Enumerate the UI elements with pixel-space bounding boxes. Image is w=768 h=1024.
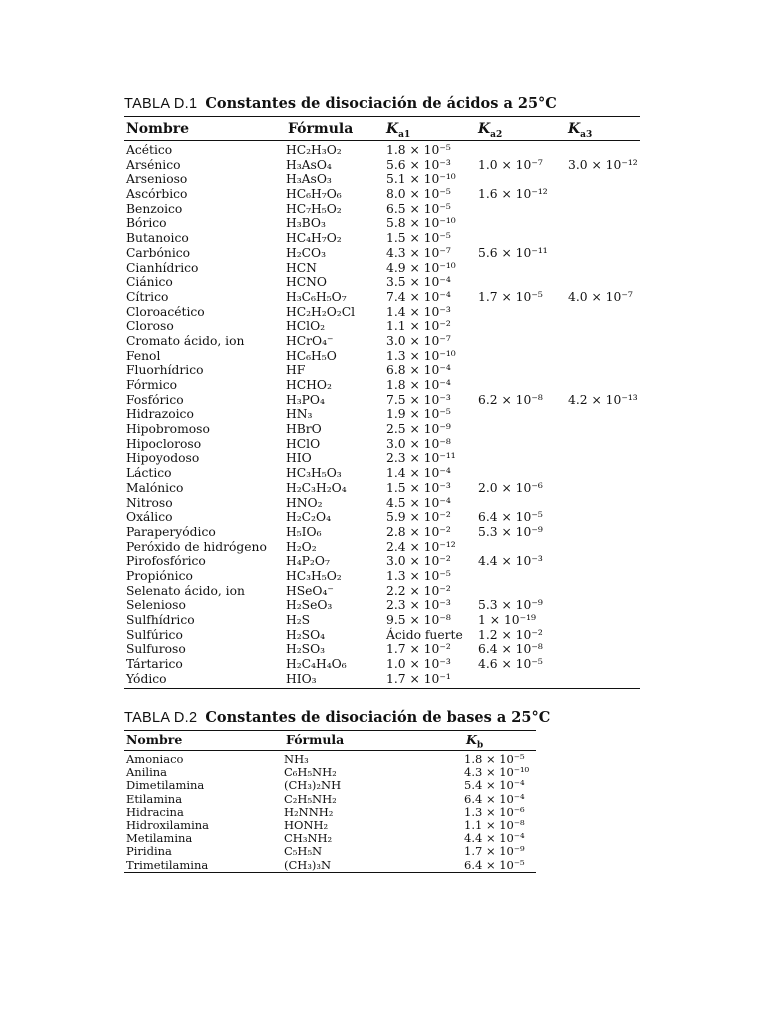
acid-cell-formula: H₂C₄H₄O₆ bbox=[286, 657, 347, 672]
acid-cell-formula: HN₃ bbox=[286, 407, 313, 422]
acid-cell-name: Sulfúrico bbox=[126, 627, 183, 642]
acid-cell-formula: H₂SO₃ bbox=[286, 642, 326, 657]
base-cell-kb: 1.1 × 10⁻⁸ bbox=[464, 817, 525, 832]
acid-cell-ka1: 2.5 × 10⁻⁹ bbox=[386, 422, 451, 437]
acid-cell-formula: HClO bbox=[286, 436, 321, 451]
acid-cell-ka1: 1.4 × 10⁻³ bbox=[386, 304, 451, 319]
base-table-title: Constantes de disociación de bases a 25°C bbox=[205, 709, 551, 726]
acid-row bbox=[124, 657, 640, 672]
base-row bbox=[124, 845, 536, 858]
acid-cell-ka1: 1.1 × 10⁻² bbox=[386, 319, 451, 334]
acid-cell-ka2: 5.3 × 10⁻⁹ bbox=[478, 524, 543, 539]
acid-cell-name: Malónico bbox=[126, 480, 184, 495]
acid-cell-ka3: 4.2 × 10⁻¹³ bbox=[568, 392, 638, 407]
acid-table-header-rule bbox=[124, 140, 640, 141]
acid-row bbox=[124, 496, 640, 511]
acid-cell-name: Fluorhídrico bbox=[126, 363, 204, 378]
acid-cell-formula: H₂SO₄ bbox=[286, 627, 326, 642]
base-table-top-rule bbox=[124, 730, 536, 731]
acid-cell-formula: H₃AsO₄ bbox=[286, 157, 332, 172]
acid-cell-formula: HSeO₄⁻ bbox=[286, 583, 334, 598]
acid-cell-ka1: 1.7 × 10⁻¹ bbox=[386, 671, 451, 686]
acid-cell-name: Carbónico bbox=[126, 245, 191, 260]
acid-cell-ka2: 1.7 × 10⁻⁵ bbox=[478, 289, 543, 304]
base-cell-kb: 6.4 × 10⁻⁴ bbox=[464, 791, 525, 806]
acid-cell-ka2: 4.4 × 10⁻³ bbox=[478, 554, 543, 569]
acid-row bbox=[124, 540, 640, 555]
acid-cell-formula: HCrO₄⁻ bbox=[286, 333, 334, 348]
base-table bbox=[124, 708, 551, 872]
base-cell-name: Amoniaco bbox=[126, 752, 184, 766]
acid-row bbox=[124, 613, 640, 628]
acid-cell-formula: H₅IO₆ bbox=[286, 524, 322, 539]
base-cell-formula: C₅H₅N bbox=[284, 844, 323, 859]
base-header-name: Nombre bbox=[126, 732, 183, 747]
acid-cell-name: Hipocloroso bbox=[126, 436, 202, 451]
acid-cell-formula: HC₃H₅O₃ bbox=[286, 466, 342, 481]
base-cell-name: Hidracina bbox=[126, 804, 184, 819]
acid-cell-ka2: 4.6 × 10⁻⁵ bbox=[478, 657, 543, 672]
acid-cell-ka1: 5.6 × 10⁻³ bbox=[386, 157, 451, 172]
acid-cell-name: Ascórbico bbox=[126, 187, 188, 202]
acid-cell-ka1: 1.5 × 10⁻³ bbox=[386, 480, 451, 495]
base-cell-name: Metilamina bbox=[126, 831, 193, 846]
base-cell-formula: (CH₃)₃N bbox=[284, 857, 332, 872]
acid-row bbox=[124, 672, 640, 687]
acid-table-header bbox=[124, 120, 640, 138]
acid-cell-ka1: 5.8 × 10⁻¹⁰ bbox=[386, 216, 456, 231]
acid-cell-formula: H₃C₆H₅O₇ bbox=[286, 289, 347, 304]
acid-header-ka1: $K_{a1}$ bbox=[386, 121, 411, 140]
acid-cell-ka1: 1.3 × 10⁻⁵ bbox=[386, 568, 451, 583]
acid-cell-ka1: 1.8 × 10⁻⁴ bbox=[386, 378, 451, 392]
acid-cell-ka1: 1.9 × 10⁻⁵ bbox=[386, 407, 451, 422]
acid-cell-formula: HIO₃ bbox=[286, 671, 317, 686]
acid-table-caption bbox=[124, 94, 640, 114]
base-cell-name: Dimetilamina bbox=[126, 778, 205, 793]
acid-row bbox=[124, 363, 640, 378]
acid-cell-ka1: 6.5 × 10⁻⁵ bbox=[386, 201, 451, 216]
acid-cell-name: Acético bbox=[126, 143, 173, 157]
acid-cell-name: Nitroso bbox=[126, 495, 173, 510]
acid-row bbox=[124, 598, 640, 613]
acid-cell-ka1: 3.0 × 10⁻² bbox=[386, 554, 451, 569]
acid-cell-name: Hidrazoico bbox=[126, 407, 194, 422]
acid-cell-formula: H₂O₂ bbox=[286, 539, 317, 554]
acid-row bbox=[124, 172, 640, 187]
acid-row bbox=[124, 334, 640, 349]
acid-header-ka2: $K_{a2}$ bbox=[478, 121, 503, 140]
acid-row bbox=[124, 378, 640, 393]
acid-cell-name: Cloroacético bbox=[126, 304, 205, 319]
acid-row bbox=[124, 349, 640, 364]
acid-table-top-rule bbox=[124, 116, 640, 117]
acid-table bbox=[124, 94, 640, 686]
acid-cell-name: Arsénico bbox=[126, 157, 181, 172]
acid-cell-ka2: 2.0 × 10⁻⁶ bbox=[478, 480, 543, 495]
base-table-label: TABLA D.2 bbox=[124, 710, 198, 726]
acid-row bbox=[124, 143, 640, 158]
acid-cell-ka1: 5.1 × 10⁻¹⁰ bbox=[386, 172, 456, 187]
acid-row bbox=[124, 569, 640, 584]
base-cell-kb: 4.4 × 10⁻⁴ bbox=[464, 831, 525, 846]
acid-header-ka3: $K_{a3}$ bbox=[568, 121, 593, 140]
acid-row bbox=[124, 158, 640, 173]
acid-cell-formula: H₄P₂O₇ bbox=[286, 554, 330, 569]
acid-table-bottom-rule bbox=[124, 688, 640, 689]
acid-cell-ka1: 4.3 × 10⁻⁷ bbox=[386, 245, 451, 260]
acid-cell-name: Tártarico bbox=[126, 657, 183, 672]
acid-cell-ka1: Ácido fuerte bbox=[386, 627, 463, 642]
base-table-header-rule bbox=[124, 750, 536, 751]
acid-row bbox=[124, 451, 640, 466]
acid-cell-formula: HC₂H₃O₂ bbox=[286, 143, 342, 157]
acid-row bbox=[124, 422, 640, 437]
acid-cell-name: Láctico bbox=[126, 466, 172, 481]
acid-cell-ka1: 5.9 × 10⁻² bbox=[386, 510, 451, 525]
acid-cell-ka2: 6.4 × 10⁻⁵ bbox=[478, 510, 543, 525]
acid-row bbox=[124, 554, 640, 569]
acid-cell-name: Cloroso bbox=[126, 319, 174, 334]
acid-cell-formula: H₂SeO₃ bbox=[286, 598, 333, 613]
acid-cell-formula: H₃PO₄ bbox=[286, 392, 325, 407]
acid-cell-ka1: 1.8 × 10⁻⁵ bbox=[386, 143, 451, 157]
acid-cell-ka2: 5.6 × 10⁻¹¹ bbox=[478, 245, 548, 260]
acid-cell-name: Arsenioso bbox=[126, 172, 188, 187]
acid-row bbox=[124, 187, 640, 202]
acid-cell-name: Yódico bbox=[126, 671, 167, 686]
acid-cell-formula: HClO₂ bbox=[286, 319, 326, 334]
acid-cell-ka2: 1.0 × 10⁻⁷ bbox=[478, 157, 543, 172]
acid-cell-ka1: 2.3 × 10⁻³ bbox=[386, 598, 451, 613]
acid-cell-formula: HC₂H₂O₂Cl bbox=[286, 304, 356, 319]
base-cell-kb: 1.8 × 10⁻⁵ bbox=[464, 752, 525, 766]
acid-cell-ka2: 6.4 × 10⁻⁸ bbox=[478, 642, 543, 657]
base-table-header bbox=[124, 732, 536, 751]
acid-cell-formula: HC₆H₇O₆ bbox=[286, 187, 342, 202]
acid-cell-ka1: 4.9 × 10⁻¹⁰ bbox=[386, 260, 456, 275]
base-row bbox=[124, 806, 536, 819]
acid-cell-ka1: 9.5 × 10⁻⁸ bbox=[386, 613, 451, 627]
acid-row bbox=[124, 481, 640, 496]
acid-row bbox=[124, 290, 640, 305]
acid-cell-name: Paraperyódico bbox=[126, 524, 216, 539]
acid-cell-formula: H₂C₃H₂O₄ bbox=[286, 480, 347, 495]
acid-cell-formula: HNO₂ bbox=[286, 495, 323, 510]
base-cell-formula: H₂NNH₂ bbox=[284, 804, 334, 819]
acid-cell-ka1: 3.0 × 10⁻⁸ bbox=[386, 436, 451, 451]
acid-cell-name: Benzoico bbox=[126, 201, 183, 216]
base-cell-name: Etilamina bbox=[126, 791, 183, 806]
acid-cell-name: Sulfuroso bbox=[126, 642, 186, 657]
acid-cell-formula: HCN bbox=[286, 260, 317, 275]
base-cell-kb: 5.4 × 10⁻⁴ bbox=[464, 778, 525, 793]
base-cell-kb: 1.3 × 10⁻⁶ bbox=[464, 804, 525, 819]
acid-cell-ka1: 8.0 × 10⁻⁵ bbox=[386, 187, 451, 202]
acid-cell-name: Cromato ácido, ion bbox=[126, 333, 245, 348]
acid-table-body bbox=[124, 143, 640, 686]
base-cell-formula: C₆H₅NH₂ bbox=[284, 765, 337, 780]
acid-cell-ka1: 4.5 × 10⁻⁴ bbox=[386, 495, 451, 510]
base-row bbox=[124, 793, 536, 806]
acid-cell-formula: H₂CO₃ bbox=[286, 245, 327, 260]
acid-cell-ka1: 3.0 × 10⁻⁷ bbox=[386, 333, 451, 348]
acid-cell-ka2: 1.6 × 10⁻¹² bbox=[478, 187, 548, 202]
acid-cell-name: Cítrico bbox=[126, 289, 169, 304]
acid-cell-name: Propiónico bbox=[126, 568, 193, 583]
acid-cell-ka1: 2.8 × 10⁻² bbox=[386, 524, 451, 539]
base-cell-kb: 6.4 × 10⁻⁵ bbox=[464, 857, 525, 872]
acid-cell-formula: HBrO bbox=[286, 422, 322, 437]
acid-cell-formula: H₂S bbox=[286, 613, 311, 627]
acid-cell-ka2: 1 × 10⁻¹⁹ bbox=[478, 613, 536, 627]
acid-row bbox=[124, 275, 640, 290]
acid-cell-name: Cianhídrico bbox=[126, 260, 199, 275]
acid-cell-ka1: 7.4 × 10⁻⁴ bbox=[386, 289, 451, 304]
acid-cell-name: Ciánico bbox=[126, 275, 173, 290]
acid-cell-ka1: 3.5 × 10⁻⁴ bbox=[386, 275, 451, 290]
base-cell-formula: NH₃ bbox=[284, 752, 309, 766]
acid-cell-ka2: 5.3 × 10⁻⁹ bbox=[478, 598, 543, 613]
base-cell-formula: HONH₂ bbox=[284, 817, 329, 832]
acid-cell-ka1: 1.4 × 10⁻⁴ bbox=[386, 466, 451, 481]
acid-cell-name: Fenol bbox=[126, 348, 161, 363]
base-cell-name: Piridina bbox=[126, 844, 172, 859]
acid-row bbox=[124, 261, 640, 276]
acid-row bbox=[124, 628, 640, 643]
acid-cell-formula: H₃AsO₃ bbox=[286, 172, 332, 187]
acid-cell-formula: HC₇H₅O₂ bbox=[286, 201, 342, 216]
acid-cell-formula: HCHO₂ bbox=[286, 378, 332, 392]
acid-table-title: Constantes de disociación de ácidos a 25°C bbox=[205, 95, 557, 112]
base-cell-formula: (CH₃)₂NH bbox=[284, 778, 342, 793]
acid-cell-ka1: 1.7 × 10⁻² bbox=[386, 642, 451, 657]
base-table-bottom-rule bbox=[124, 872, 536, 873]
acid-cell-formula: HIO bbox=[286, 451, 312, 466]
acid-cell-ka2: 6.2 × 10⁻⁸ bbox=[478, 392, 543, 407]
base-table-body bbox=[124, 753, 536, 872]
acid-cell-ka1: 2.3 × 10⁻¹¹ bbox=[386, 451, 456, 466]
base-table-caption bbox=[124, 708, 551, 728]
acid-cell-ka1: 2.4 × 10⁻¹² bbox=[386, 539, 456, 554]
base-cell-name: Trimetilamina bbox=[126, 857, 209, 872]
acid-cell-name: Hipoyodoso bbox=[126, 451, 200, 466]
acid-row bbox=[124, 319, 640, 334]
acid-header-name: Nombre bbox=[126, 121, 190, 137]
acid-cell-name: Bórico bbox=[126, 216, 167, 231]
base-cell-name: Hidroxilamina bbox=[126, 817, 210, 832]
base-cell-kb: 4.3 × 10⁻¹⁰ bbox=[464, 765, 530, 780]
acid-cell-name: Pirofosfórico bbox=[126, 554, 206, 569]
acid-cell-formula: HF bbox=[286, 363, 306, 378]
acid-row bbox=[124, 216, 640, 231]
acid-cell-name: Selenato ácido, ion bbox=[126, 583, 245, 598]
base-header-kb: $K_b$ bbox=[466, 732, 484, 751]
acid-row bbox=[124, 584, 640, 599]
acid-cell-ka1: 1.5 × 10⁻⁵ bbox=[386, 231, 451, 246]
acid-cell-ka1: 1.3 × 10⁻¹⁰ bbox=[386, 348, 456, 363]
acid-cell-ka1: 7.5 × 10⁻³ bbox=[386, 392, 451, 407]
base-header-formula: Fórmula bbox=[286, 732, 345, 747]
acid-row bbox=[124, 231, 640, 246]
acid-cell-name: Fórmico bbox=[126, 378, 178, 392]
acid-cell-ka1: 2.2 × 10⁻² bbox=[386, 583, 451, 598]
acid-row bbox=[124, 437, 640, 452]
acid-row bbox=[124, 305, 640, 320]
acid-cell-formula: H₃BO₃ bbox=[286, 216, 326, 231]
acid-cell-formula: HCNO bbox=[286, 275, 327, 290]
acid-row bbox=[124, 525, 640, 540]
acid-cell-name: Oxálico bbox=[126, 510, 173, 525]
acid-header-formula: Fórmula bbox=[288, 121, 354, 137]
acid-row bbox=[124, 642, 640, 657]
acid-table-label: TABLA D.1 bbox=[124, 96, 198, 112]
acid-row bbox=[124, 202, 640, 217]
base-cell-name: Anilina bbox=[126, 765, 168, 780]
acid-cell-name: Hipobromoso bbox=[126, 422, 210, 437]
acid-cell-formula: HC₆H₅O bbox=[286, 348, 337, 363]
base-cell-kb: 1.7 × 10⁻⁹ bbox=[464, 844, 525, 859]
acid-cell-ka1: 1.0 × 10⁻³ bbox=[386, 657, 451, 672]
acid-row bbox=[124, 407, 640, 422]
base-row bbox=[124, 859, 536, 872]
acid-row bbox=[124, 393, 640, 408]
acid-cell-formula: HC₄H₇O₂ bbox=[286, 231, 342, 246]
acid-cell-name: Peróxido de hidrógeno bbox=[126, 539, 267, 554]
acid-cell-ka1: 6.8 × 10⁻⁴ bbox=[386, 363, 451, 378]
acid-cell-name: Fosfórico bbox=[126, 392, 184, 407]
acid-cell-ka2: 1.2 × 10⁻² bbox=[478, 627, 543, 642]
acid-row bbox=[124, 510, 640, 525]
base-cell-formula: CH₃NH₂ bbox=[284, 831, 333, 846]
acid-cell-formula: HC₃H₅O₂ bbox=[286, 568, 342, 583]
acid-cell-name: Selenioso bbox=[126, 598, 186, 613]
acid-cell-name: Butanoico bbox=[126, 231, 189, 246]
acid-cell-ka3: 4.0 × 10⁻⁷ bbox=[568, 289, 633, 304]
base-cell-formula: C₂H₅NH₂ bbox=[284, 791, 337, 806]
acid-row bbox=[124, 246, 640, 261]
base-row bbox=[124, 779, 536, 792]
acid-row bbox=[124, 466, 640, 481]
acid-cell-formula: H₂C₂O₄ bbox=[286, 510, 332, 525]
acid-cell-ka3: 3.0 × 10⁻¹² bbox=[568, 157, 638, 172]
acid-cell-name: Sulfhídrico bbox=[126, 613, 195, 627]
